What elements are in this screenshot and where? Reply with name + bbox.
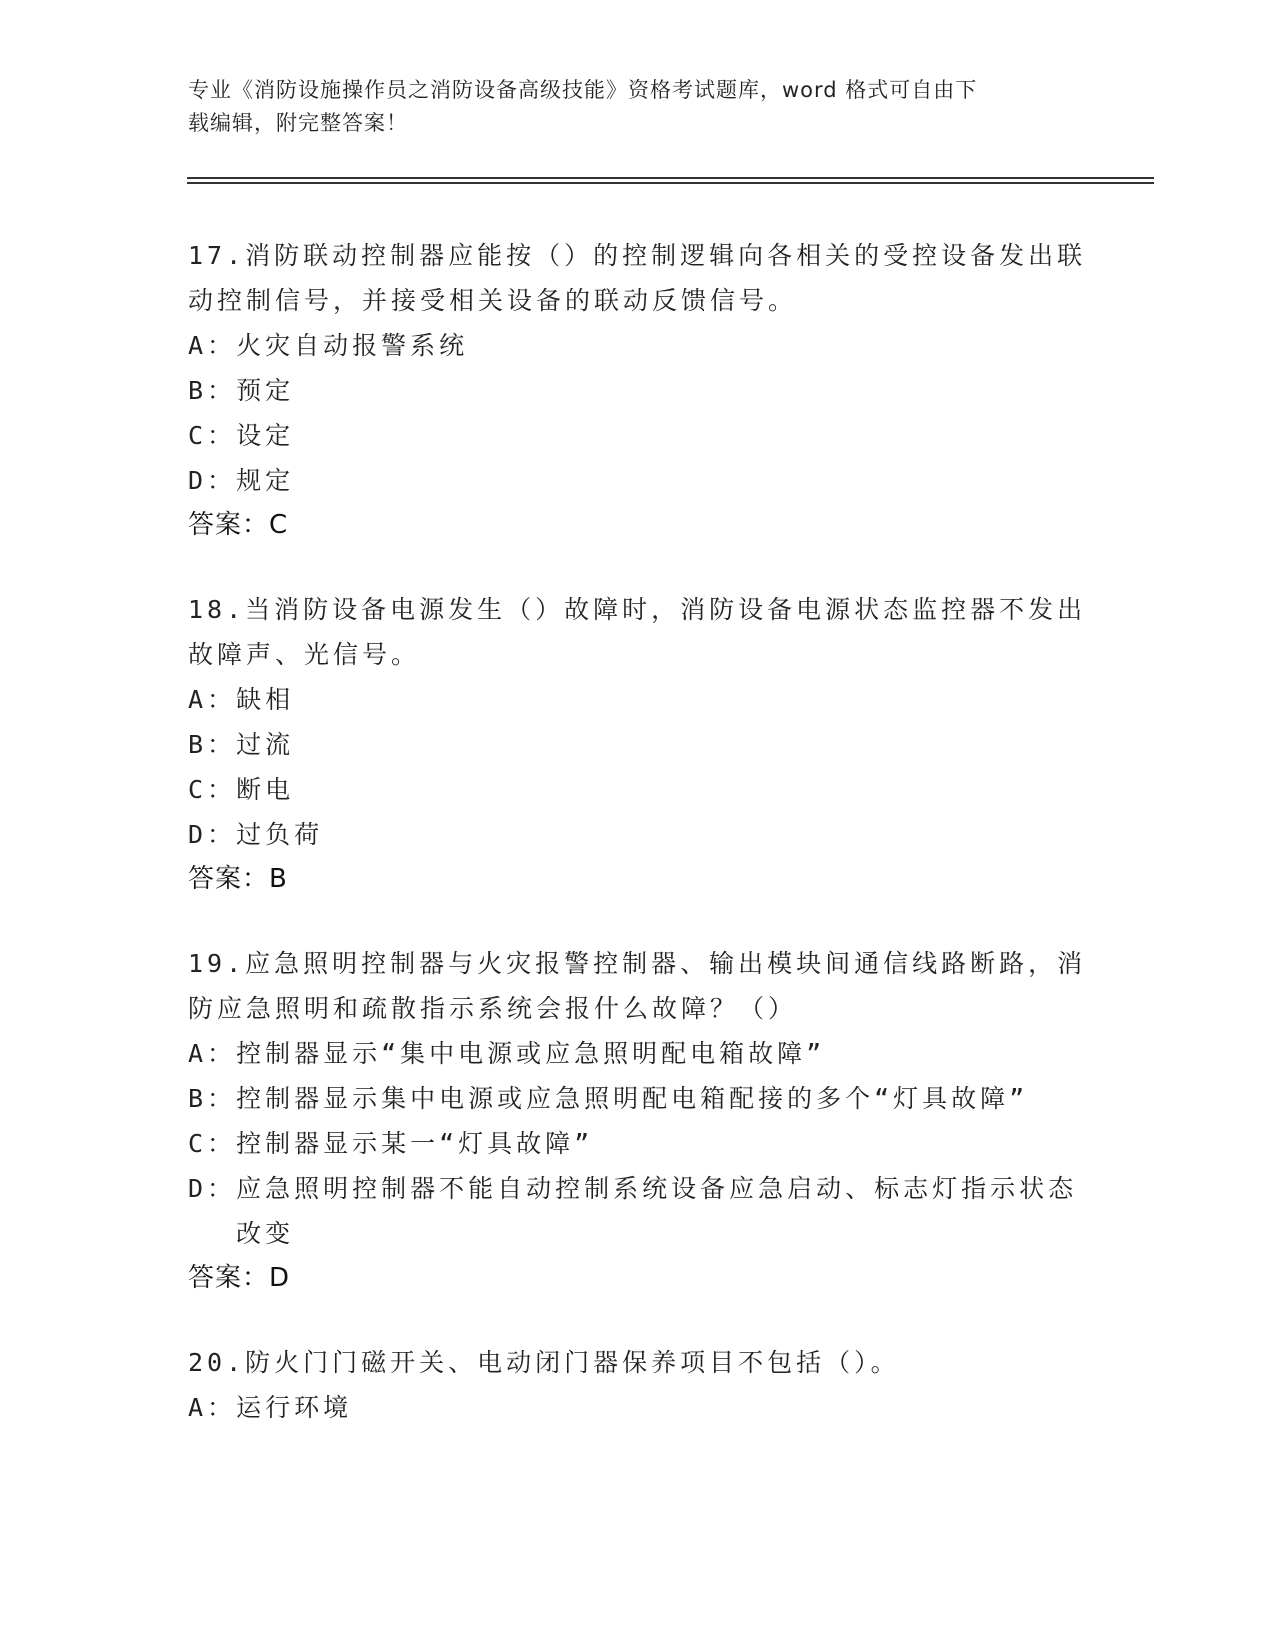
option-text: 设定 <box>236 421 295 450</box>
answer-line: 答案：B <box>188 864 288 894</box>
option-text: 控制器显示某一“灯具故障” <box>236 1129 594 1158</box>
option-key: A： <box>188 1393 237 1422</box>
option-text: 断电 <box>236 775 295 804</box>
option-text: 应急照明控制器不能自动控制系统设备应急启动、标志灯指示状态改变 <box>236 1174 1078 1248</box>
option-d <box>188 812 1088 857</box>
option-d <box>188 458 1088 503</box>
header-divider-bottom <box>187 182 1154 184</box>
option-text: 缺相 <box>236 685 295 714</box>
option-c <box>188 1121 1088 1166</box>
option-a <box>188 677 1088 722</box>
option-key: A： <box>188 685 237 714</box>
option-key: C： <box>188 775 237 804</box>
option-key: C： <box>188 421 237 450</box>
option-key: B： <box>188 1084 237 1113</box>
option-text: 过负荷 <box>236 820 324 849</box>
option-text: 控制器显示集中电源或应急照明配电箱配接的多个“灯具故障” <box>236 1084 1029 1113</box>
option-text: 预定 <box>236 376 295 405</box>
answer-line: 答案：C <box>188 510 289 540</box>
option-text: 运行环境 <box>236 1393 353 1422</box>
option-b <box>188 1076 1088 1121</box>
header-line-2: 载编辑，附完整答案！ <box>188 111 408 135</box>
option-key: D： <box>188 1174 237 1203</box>
option-c <box>188 767 1088 812</box>
question-stem: 20.防火门门磁开关、电动闭门器保养项目不包括（）。 <box>188 1348 900 1377</box>
document-header <box>188 74 1088 140</box>
question-item <box>188 587 1088 902</box>
option-key: A： <box>188 331 237 360</box>
option-a <box>188 1031 1088 1076</box>
question-list <box>188 233 1088 1469</box>
question-item <box>188 941 1088 1301</box>
question-item <box>188 233 1088 548</box>
question-stem: 18.当消防设备电源发生（）故障时，消防设备电源状态监控器不发出故障声、光信号。 <box>188 595 1087 669</box>
answer-line: 答案：D <box>188 1263 291 1293</box>
option-a <box>188 323 1088 368</box>
option-b <box>188 368 1088 413</box>
question-stem: 19.应急照明控制器与火灾报警控制器、输出模块间通信线路断路，消防应急照明和疏散指示系统会报什么故障？（） <box>188 949 1087 1023</box>
option-d <box>188 1166 1088 1256</box>
option-c <box>188 413 1088 458</box>
option-text: 火灾自动报警系统 <box>236 331 469 360</box>
option-key: A： <box>188 1039 237 1068</box>
option-text: 过流 <box>236 730 295 759</box>
option-a <box>188 1385 1088 1430</box>
question-stem: 17.消防联动控制器应能按（）的控制逻辑向各相关的受控设备发出联动控制信号，并接受相关设备的联动反馈信号。 <box>188 241 1087 315</box>
option-key: C： <box>188 1129 237 1158</box>
option-key: D： <box>188 820 237 849</box>
header-divider-top <box>187 177 1154 179</box>
question-item <box>188 1340 1088 1430</box>
option-text: 规定 <box>236 466 295 495</box>
option-key: D： <box>188 466 237 495</box>
header-line-1: 专业《消防设施操作员之消防设备高级技能》资格考试题库，word 格式可自由下 <box>188 78 978 102</box>
option-text: 控制器显示“集中电源或应急照明配电箱故障” <box>236 1039 826 1068</box>
option-key: B： <box>188 376 237 405</box>
option-b <box>188 722 1088 767</box>
option-key: B： <box>188 730 237 759</box>
